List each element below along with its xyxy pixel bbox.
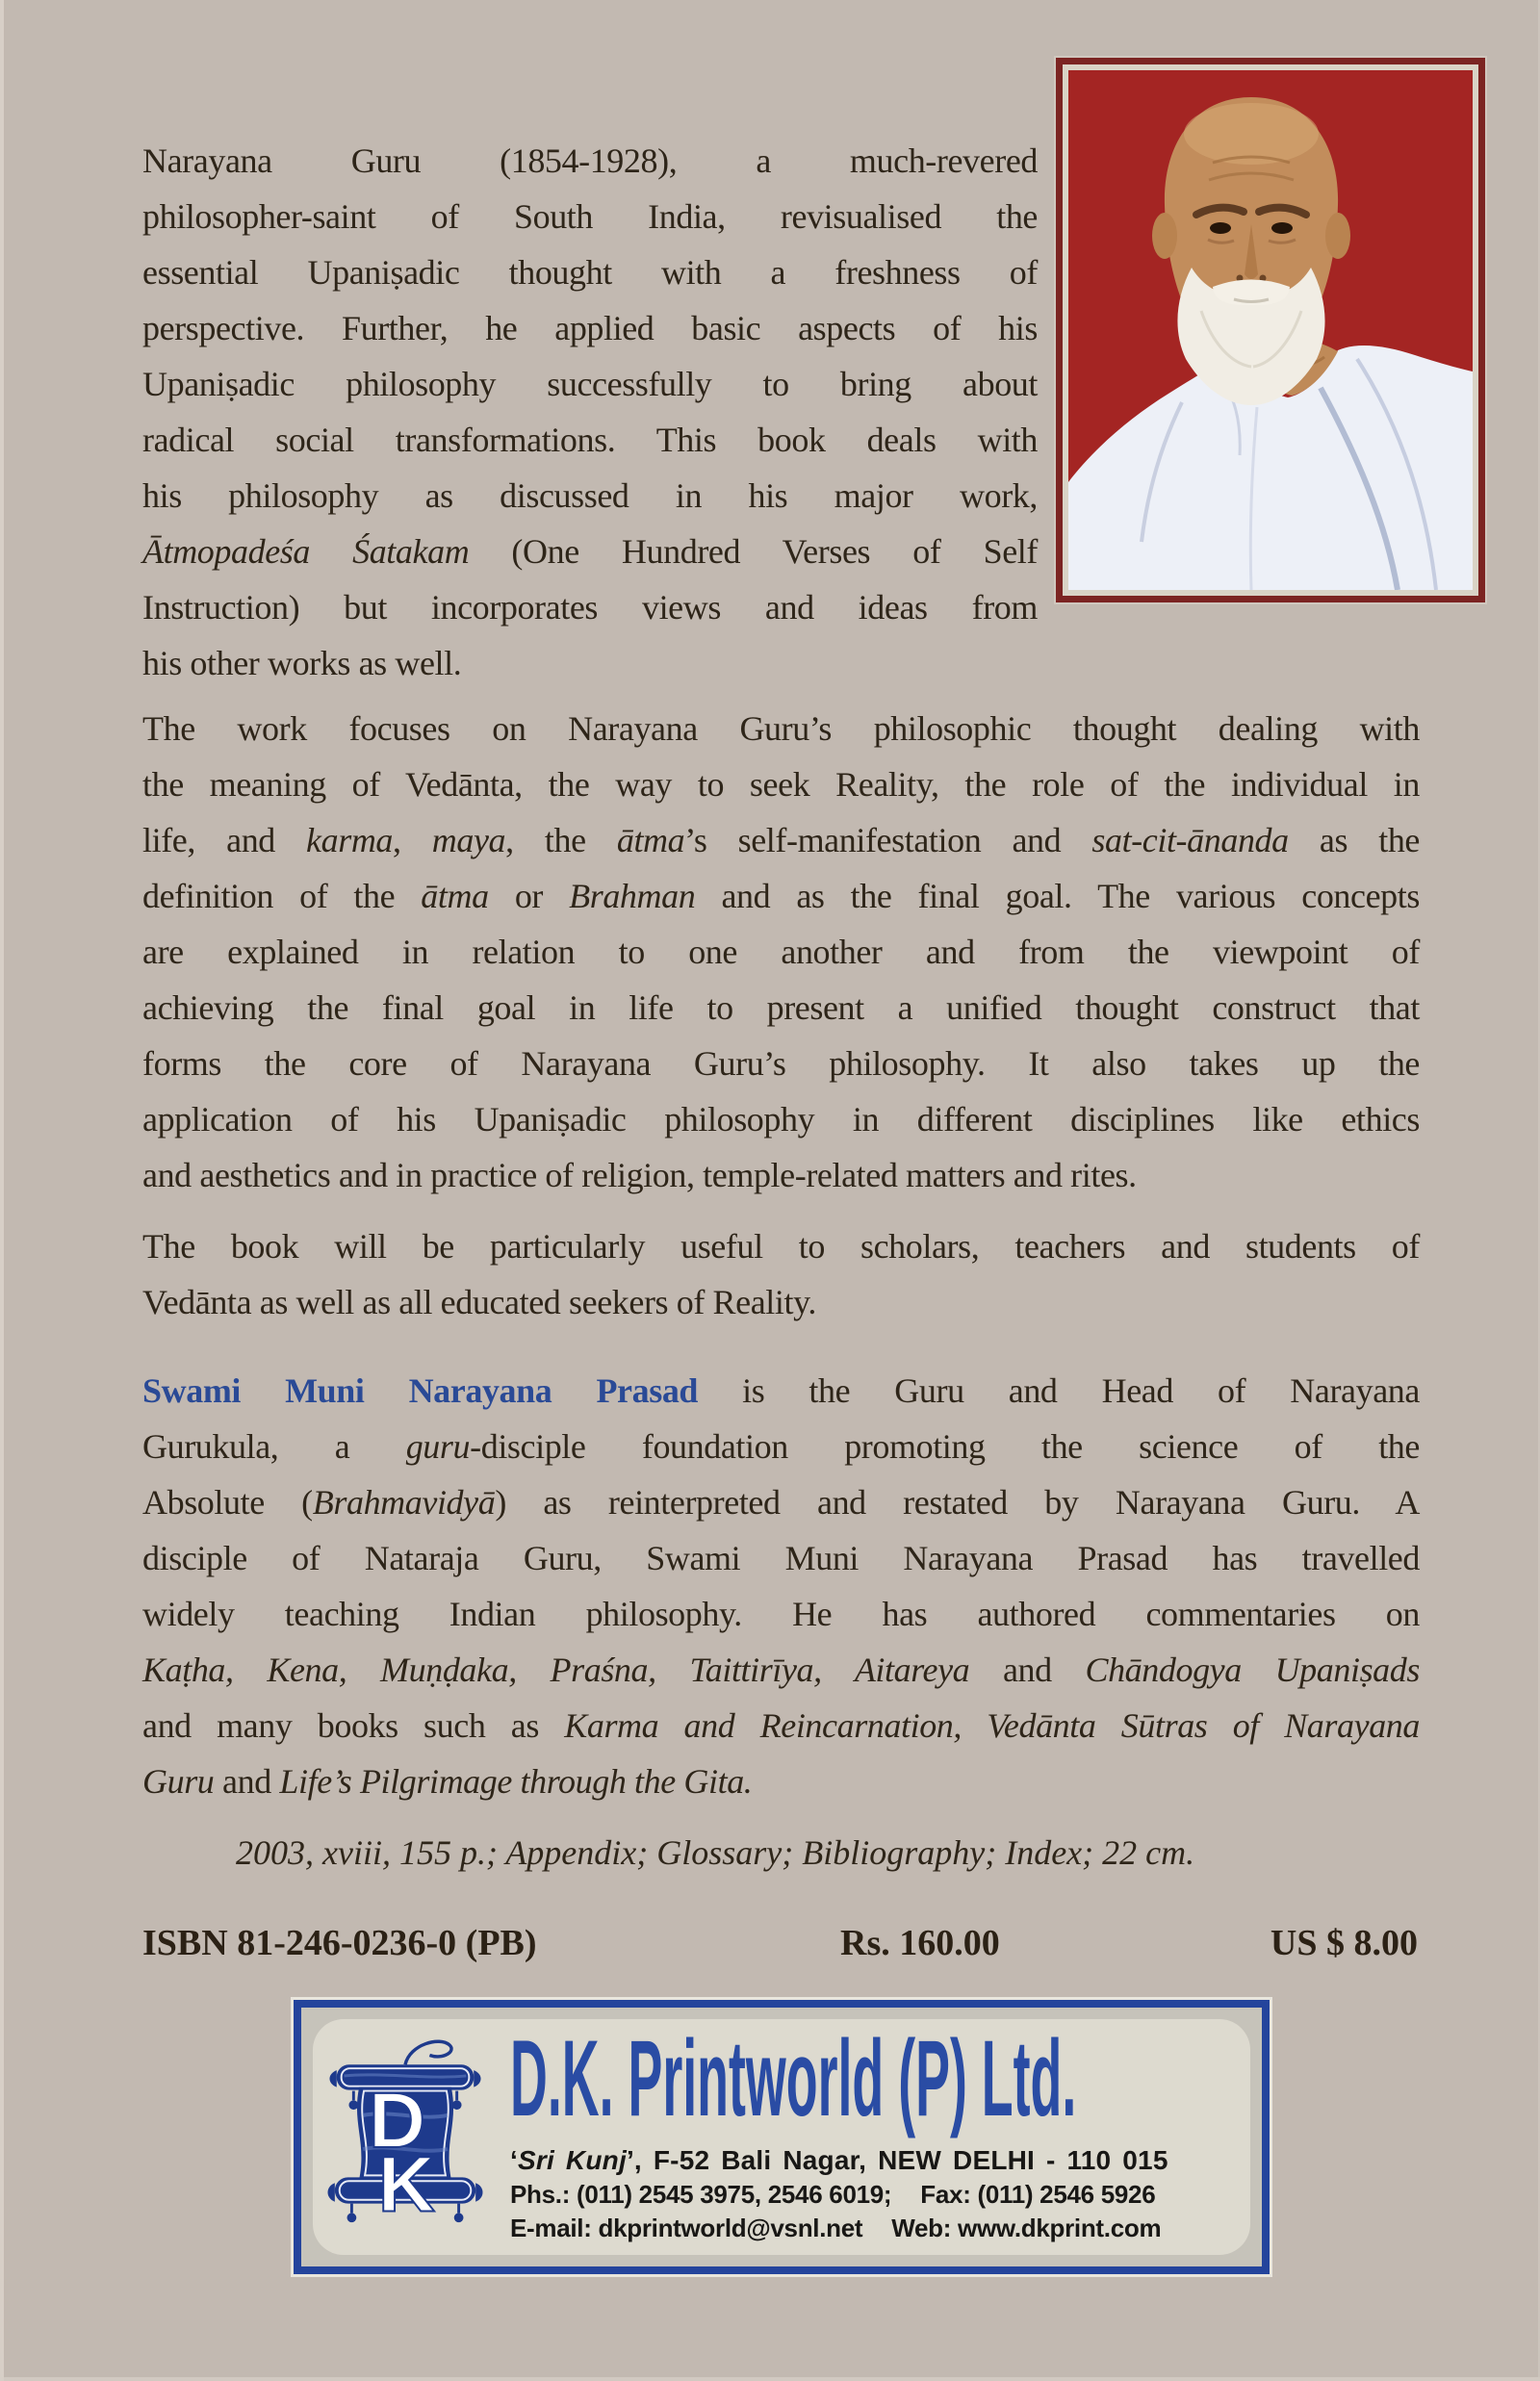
text-segment: ’s self-manifestation and — [684, 821, 1092, 859]
text-line: the meaning of Vedānta, the way to seek Reality, the role of the individual in — [142, 765, 1420, 804]
narayana-guru-photo-frame — [1056, 58, 1485, 602]
text-line — [142, 1363, 1420, 1419]
text-line: Upaniṣadic philosophy successfully to bring about — [142, 365, 1038, 403]
text-segment: Sri Kunj — [517, 2145, 627, 2175]
text-segment: ’, F-52 Bali Nagar, NEW DELHI - 110 015 — [626, 2145, 1168, 2175]
text-line: radical social transformations. This book deals with — [142, 421, 1038, 459]
text-segment: Swami Muni Narayana Prasad — [142, 1371, 699, 1410]
dk-printworld-logo-icon — [322, 2036, 488, 2229]
text-segment: ) as reinterpreted and restated by Narayana Guru. A — [495, 1483, 1420, 1522]
text-line: achieving the final goal in life to present a unified thought construct that — [142, 988, 1420, 1027]
text-segment: -disciple foundation promoting the science of the — [470, 1427, 1420, 1466]
text-line — [142, 868, 1420, 924]
text-line: essential Upaniṣadic thought with a freshness of — [142, 253, 1038, 292]
text-line: and aesthetics and in practice of religion, temple-related matters and rites. — [142, 1156, 1137, 1194]
text-segment: , — [393, 821, 432, 859]
text-segment: as the — [1288, 821, 1420, 859]
text-segment: Absolute ( — [142, 1483, 313, 1522]
narayana-guru-photo — [1063, 64, 1478, 596]
audience-paragraph — [142, 1218, 1420, 1330]
text-line: disciple of Nataraja Guru, Swami Muni Narayana Prasad has travelled — [142, 1539, 1420, 1577]
text-segment: and — [969, 1651, 1086, 1689]
text-segment: and many books such as — [142, 1706, 565, 1745]
text-line: application of his Upaniṣadic philosophy in different disciplines like ethics — [142, 1100, 1420, 1139]
text-line: philosopher-saint of South India, revisualised the — [142, 197, 1038, 236]
price-dollars: US $ 8.00 — [1270, 1923, 1418, 1963]
text-segment: Phs.: (011) 2545 3975, 2546 6019; — [510, 2180, 892, 2209]
text-line: his philosophy as discussed in his major work, — [142, 476, 1038, 515]
text-line — [142, 1642, 1420, 1698]
narayana-guru-portrait-illustration — [1068, 70, 1473, 590]
text-line: perspective. Further, he applied basic aspects of his — [142, 309, 1038, 347]
text-segment: and — [214, 1762, 280, 1801]
publisher-contact — [510, 2212, 1251, 2245]
text-segment: life, and — [142, 821, 307, 859]
publisher-phones — [510, 2178, 1251, 2212]
text-line — [142, 812, 1420, 868]
text-segment: ātma — [421, 877, 489, 915]
text-segment: guru — [405, 1427, 471, 1466]
text-segment: and as the final goal. The various concepts — [695, 877, 1420, 915]
text-line: The book will be particularly useful to scholars, teachers and students of — [142, 1227, 1420, 1266]
text-segment: Kaṭha, Kena, Muṇḍaka, Praśna, Taittirīya, Aitareya — [142, 1651, 970, 1689]
imprint-line: 2003, xviii, 155 p.; Appendix; Glossary; Bibliography; Index; 22 cm. — [236, 1833, 1195, 1872]
text-segment: maya — [431, 821, 506, 859]
text-line: Instruction) but incorporates views and ideas from — [142, 588, 1038, 627]
publisher-box — [294, 2000, 1270, 2274]
text-segment: Fax: (011) 2546 5926 — [920, 2180, 1156, 2209]
text-segment: sat-cit-ānanda — [1091, 821, 1289, 859]
text-line — [142, 1419, 1420, 1474]
publisher-address — [510, 2142, 1251, 2178]
price-rupees: Rs. 160.00 — [840, 1923, 1000, 1963]
text-segment: Ātmopadeśa Śatakam — [142, 532, 470, 571]
text-line: Narayana Guru (1854-1928), a much-revered — [142, 141, 1038, 180]
text-segment: Chāndogya Upaniṣads — [1085, 1651, 1420, 1689]
text-segment: E-mail: dkprintworld@vsnl.net — [510, 2214, 863, 2242]
publisher-address-block — [510, 2142, 1251, 2245]
logo-letter-d: D — [368, 2077, 426, 2165]
text-segment: or — [488, 877, 570, 915]
author-bio-paragraph — [142, 1363, 1420, 1809]
publisher-panel — [313, 2019, 1250, 2255]
text-segment: , the — [505, 821, 617, 859]
text-segment: Brahmavidyā — [312, 1483, 496, 1522]
text-line: widely teaching Indian philosophy. He has authored commentaries on — [142, 1595, 1420, 1633]
text-segment: Brahman — [569, 877, 696, 915]
text-line: The work focuses on Narayana Guru’s philosophic thought dealing with — [142, 709, 1420, 748]
guru-intro-paragraph — [142, 133, 1038, 691]
text-segment: is the Guru and Head of Narayana — [698, 1371, 1420, 1410]
text-line — [142, 1754, 1420, 1809]
text-segment: karma — [306, 821, 394, 859]
text-line: Vedānta as well as all educated seekers of Reality. — [142, 1283, 816, 1321]
text-line — [142, 1698, 1420, 1754]
text-segment: definition of the — [142, 877, 422, 915]
isbn-number: ISBN 81-246-0236-0 (PB) — [142, 1923, 537, 1963]
text-segment: Gurukula, a — [142, 1427, 406, 1466]
text-segment: Life’s Pilgrimage through the Gita. — [279, 1762, 753, 1801]
text-line — [142, 524, 1038, 579]
text-segment: Karma and Reincarnation, Vedānta Sūtras of Narayana — [564, 1706, 1420, 1745]
isbn-price-row — [0, 1915, 1540, 1971]
publisher-name: D.K. Printworld (P) Ltd. — [510, 2018, 1077, 2138]
logo-letter-k: K — [377, 2140, 435, 2229]
text-line — [142, 1474, 1420, 1530]
text-segment: Guru — [142, 1762, 215, 1801]
text-line: his other works as well. — [142, 644, 462, 682]
text-line: forms the core of Narayana Guru’s philosophy. It also takes up the — [142, 1044, 1420, 1083]
text-segment: (One Hundred Verses of Self — [469, 532, 1038, 571]
text-segment: ‘ — [510, 2145, 518, 2175]
text-segment: Web: www.dkprint.com — [891, 2214, 1162, 2242]
text-segment: ātma — [616, 821, 685, 859]
work-overview-paragraph — [142, 701, 1420, 1203]
text-line: are explained in relation to one another and from the viewpoint of — [142, 933, 1420, 971]
